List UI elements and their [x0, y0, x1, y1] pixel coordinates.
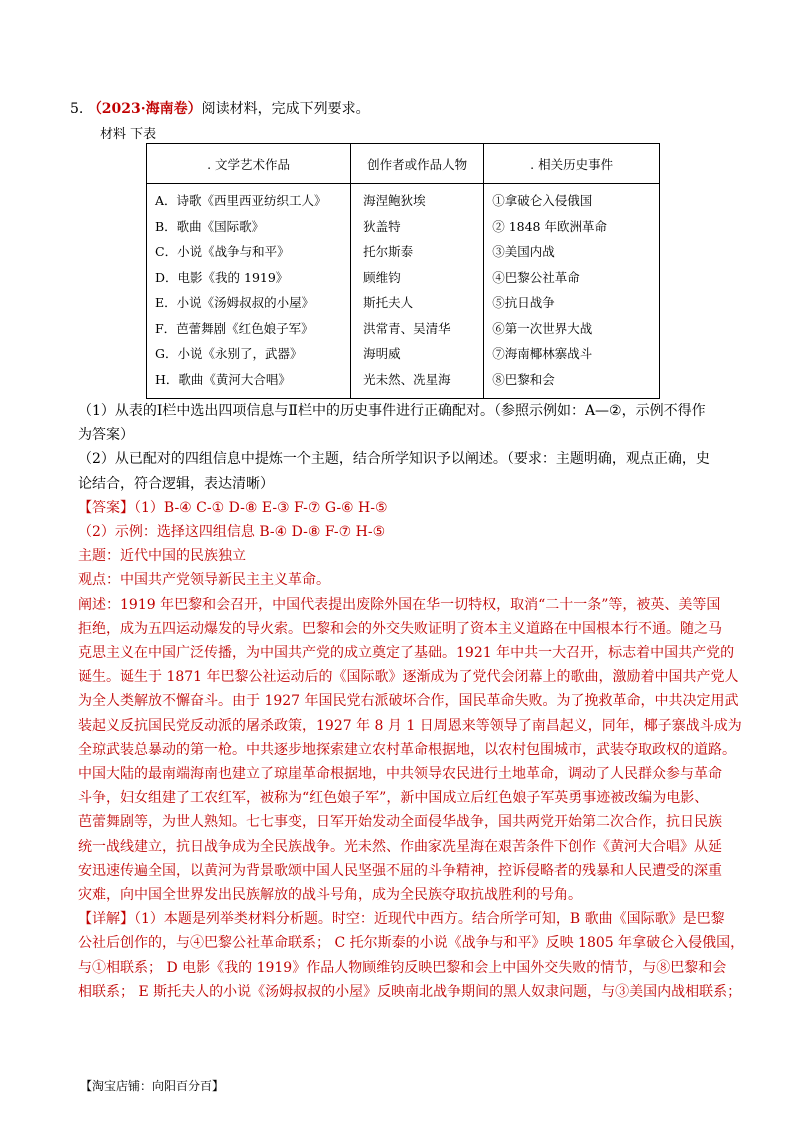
text-line: 统一战线建立，抗日战争成为全民族战争。光未然、作曲家冼星海在艰苦条件下创作《黄河大合唱》从延 [78, 838, 722, 855]
text-line: （1）从表的Ⅰ栏中选出四项信息与Ⅱ栏中的历史事件进行正确配对。（参照示例如：A—②，示例不得作 [78, 403, 706, 419]
text-line: 【详解】（1）本题是列举类材料分析题。时空：近现代中西方。结合所学可知，B 歌曲《国际歌》是巴黎 [78, 911, 725, 928]
material-table [146, 143, 660, 399]
work-item: C．小说《战争与和平》 [155, 244, 290, 259]
table-header-events: . 相关历史事件 [484, 144, 660, 184]
text-line: 公社后创作的，与④巴黎公社革命联系； C 托尔斯泰的小说《战争与和平》反映 1805 年拿破仑入侵俄国， [78, 935, 745, 952]
event-item: ② 1848 年欧洲革命 [492, 218, 607, 234]
text-line: 拒绝，成为五四运动爆发的导火索。巴黎和会的外交失败证明了资本主义道路在中国根本行不通。随之马 [78, 620, 722, 637]
event-item: ⑦海南椰林寨战斗 [492, 346, 593, 361]
text-line: 芭蕾舞剧等，为世人熟知。七七事变，日军开始发动全面侵华战争，国共两党开始第二次合作，抗日民族 [78, 814, 722, 831]
text-line: 诞生。诞生于 1871 年巴黎公社运动后的《国际歌》逐渐成为了党代会闭幕上的歌曲，激励着中国共产党人 [78, 669, 739, 686]
text-line: 灾难，向中国全世界发出民族解放的战斗号角，成为全民族夺取抗战胜利的号角。 [78, 887, 582, 903]
work-item: E．小说《汤姆叔叔的小屋》 [155, 295, 315, 310]
text-line: 中国大陆的最南端海南也建立了琼崖革命根据地，中共领导农民进行土地革命，调动了人民群众参与革命 [78, 766, 722, 782]
person-item: 光未然、冼星海 [363, 371, 451, 387]
person-item: 海明威 [363, 346, 401, 361]
event-item: ④巴黎公社革命 [492, 269, 580, 285]
person-item: 狄盖特 [363, 218, 401, 234]
question-instruction: 阅读材料，完成下列要求。 [201, 101, 370, 117]
text-line: 全琼武装总暴动的第一枪。中共逐步地探索建立农村革命根据地，以农村包围城市，武装夺取政权的道路。 [78, 741, 736, 758]
text-line: 阐述：1919 年巴黎和会召开，中国代表提出废除外国在华一切特权，取消“二十一条”等，被英、美等国 [78, 596, 721, 613]
work-item: B．歌曲《国际歌》 [155, 218, 265, 234]
event-item: ⑧巴黎和会 [492, 371, 555, 387]
event-item: ①拿破仑入侵俄国 [492, 193, 593, 208]
text-line: 与①相联系； D 电影《我的 1919》作品人物顾维钧反映巴黎和会上中国外交失败的情节，与⑧巴黎和会 [78, 959, 727, 976]
work-item: F．芭蕾舞剧《红色娘子军》 [155, 320, 314, 336]
person-item: 斯托夫人 [363, 295, 414, 310]
text-line: （2）示例：选择这四组信息 B-④ D-⑧ F-⑦ H-⑤ [78, 524, 386, 540]
text-line: 【答案】（1）B-④ C-① D-⑧ E-③ F-⑦ G-⑥ H-⑤ [78, 499, 388, 516]
event-item: ⑤抗日战争 [492, 295, 555, 310]
work-item: G．小说《永别了，武器》 [155, 346, 303, 361]
event-item: ⑥第一次世界大战 [492, 320, 593, 336]
text-line: （2）从已配对的四组信息中提炼一个主题，结合所学知识予以阐述。（要求：主题明确，观点正确，史 [78, 451, 710, 468]
material-label: 材料 下表 [100, 127, 157, 142]
question-header [70, 100, 370, 118]
text-line: 斗争，妇女组建了工农红军，被称为“红色娘子军”，新中国成立后红色娘子军英勇事迹被改编为电影、 [78, 790, 709, 807]
question-source: （2023·海南卷） [87, 101, 202, 117]
text-line: 论结合，符合逻辑，表达清晰） [78, 475, 274, 492]
person-item: 托尔斯泰 [363, 244, 414, 259]
person-item: 洪常青、吴清华 [363, 320, 451, 336]
text-line: 相联系； E 斯托夫人的小说《汤姆叔叔的小屋》反映南北战争期间的黑人奴隶问题，与③美国内战相联系； [78, 983, 742, 1000]
event-item: ③美国内战 [492, 244, 555, 259]
text-line: 主题：近代中国的民族独立 [78, 548, 246, 565]
work-item: H．歌曲《黄河大合唱》 [155, 371, 291, 387]
people-column [351, 184, 484, 399]
events-column [484, 184, 660, 399]
text-line: 观点：中国共产党领导新民主主义革命。 [78, 572, 330, 589]
work-item: A．诗歌《西里西亚纺织工人》 [155, 193, 327, 208]
table-header-works: . 文学艺术作品 [147, 144, 351, 184]
work-item: D．电影《我的 1919》 [155, 269, 289, 285]
question-number: 5. [70, 101, 84, 117]
text-line: 为答案） [78, 427, 134, 444]
text-line: 装起义反抗国民党反动派的屠杀政策，1927 年 8 月 1 日周恩来等领导了南昌起义，同年，椰子寨战斗成为 [78, 717, 742, 734]
shop-footer: 【淘宝店铺：向阳百分百】 [80, 1079, 225, 1093]
text-line: 安迅速传遍全国，以黄河为背景歌颂中国人民坚强不屈的斗争精神，控诉侵略者的残暴和人民遭受的深重 [78, 862, 722, 879]
person-item: 顾维钧 [363, 269, 401, 285]
text-line: 克思主义在中国广泛传播，为中国共产党的成立奠定了基础。1921 年中共一大召开，标志着中国共产党的 [78, 645, 735, 661]
text-line: 为全人类解放不懈奋斗。由于 1927 年国民党右派破坏合作，国民革命失败。为了挽救革命，中共决定用武 [78, 693, 739, 710]
table-header-people: 创作者或作品人物 [351, 144, 484, 184]
person-item: 海涅鲍狄埃 [363, 193, 426, 208]
works-column [147, 184, 351, 399]
